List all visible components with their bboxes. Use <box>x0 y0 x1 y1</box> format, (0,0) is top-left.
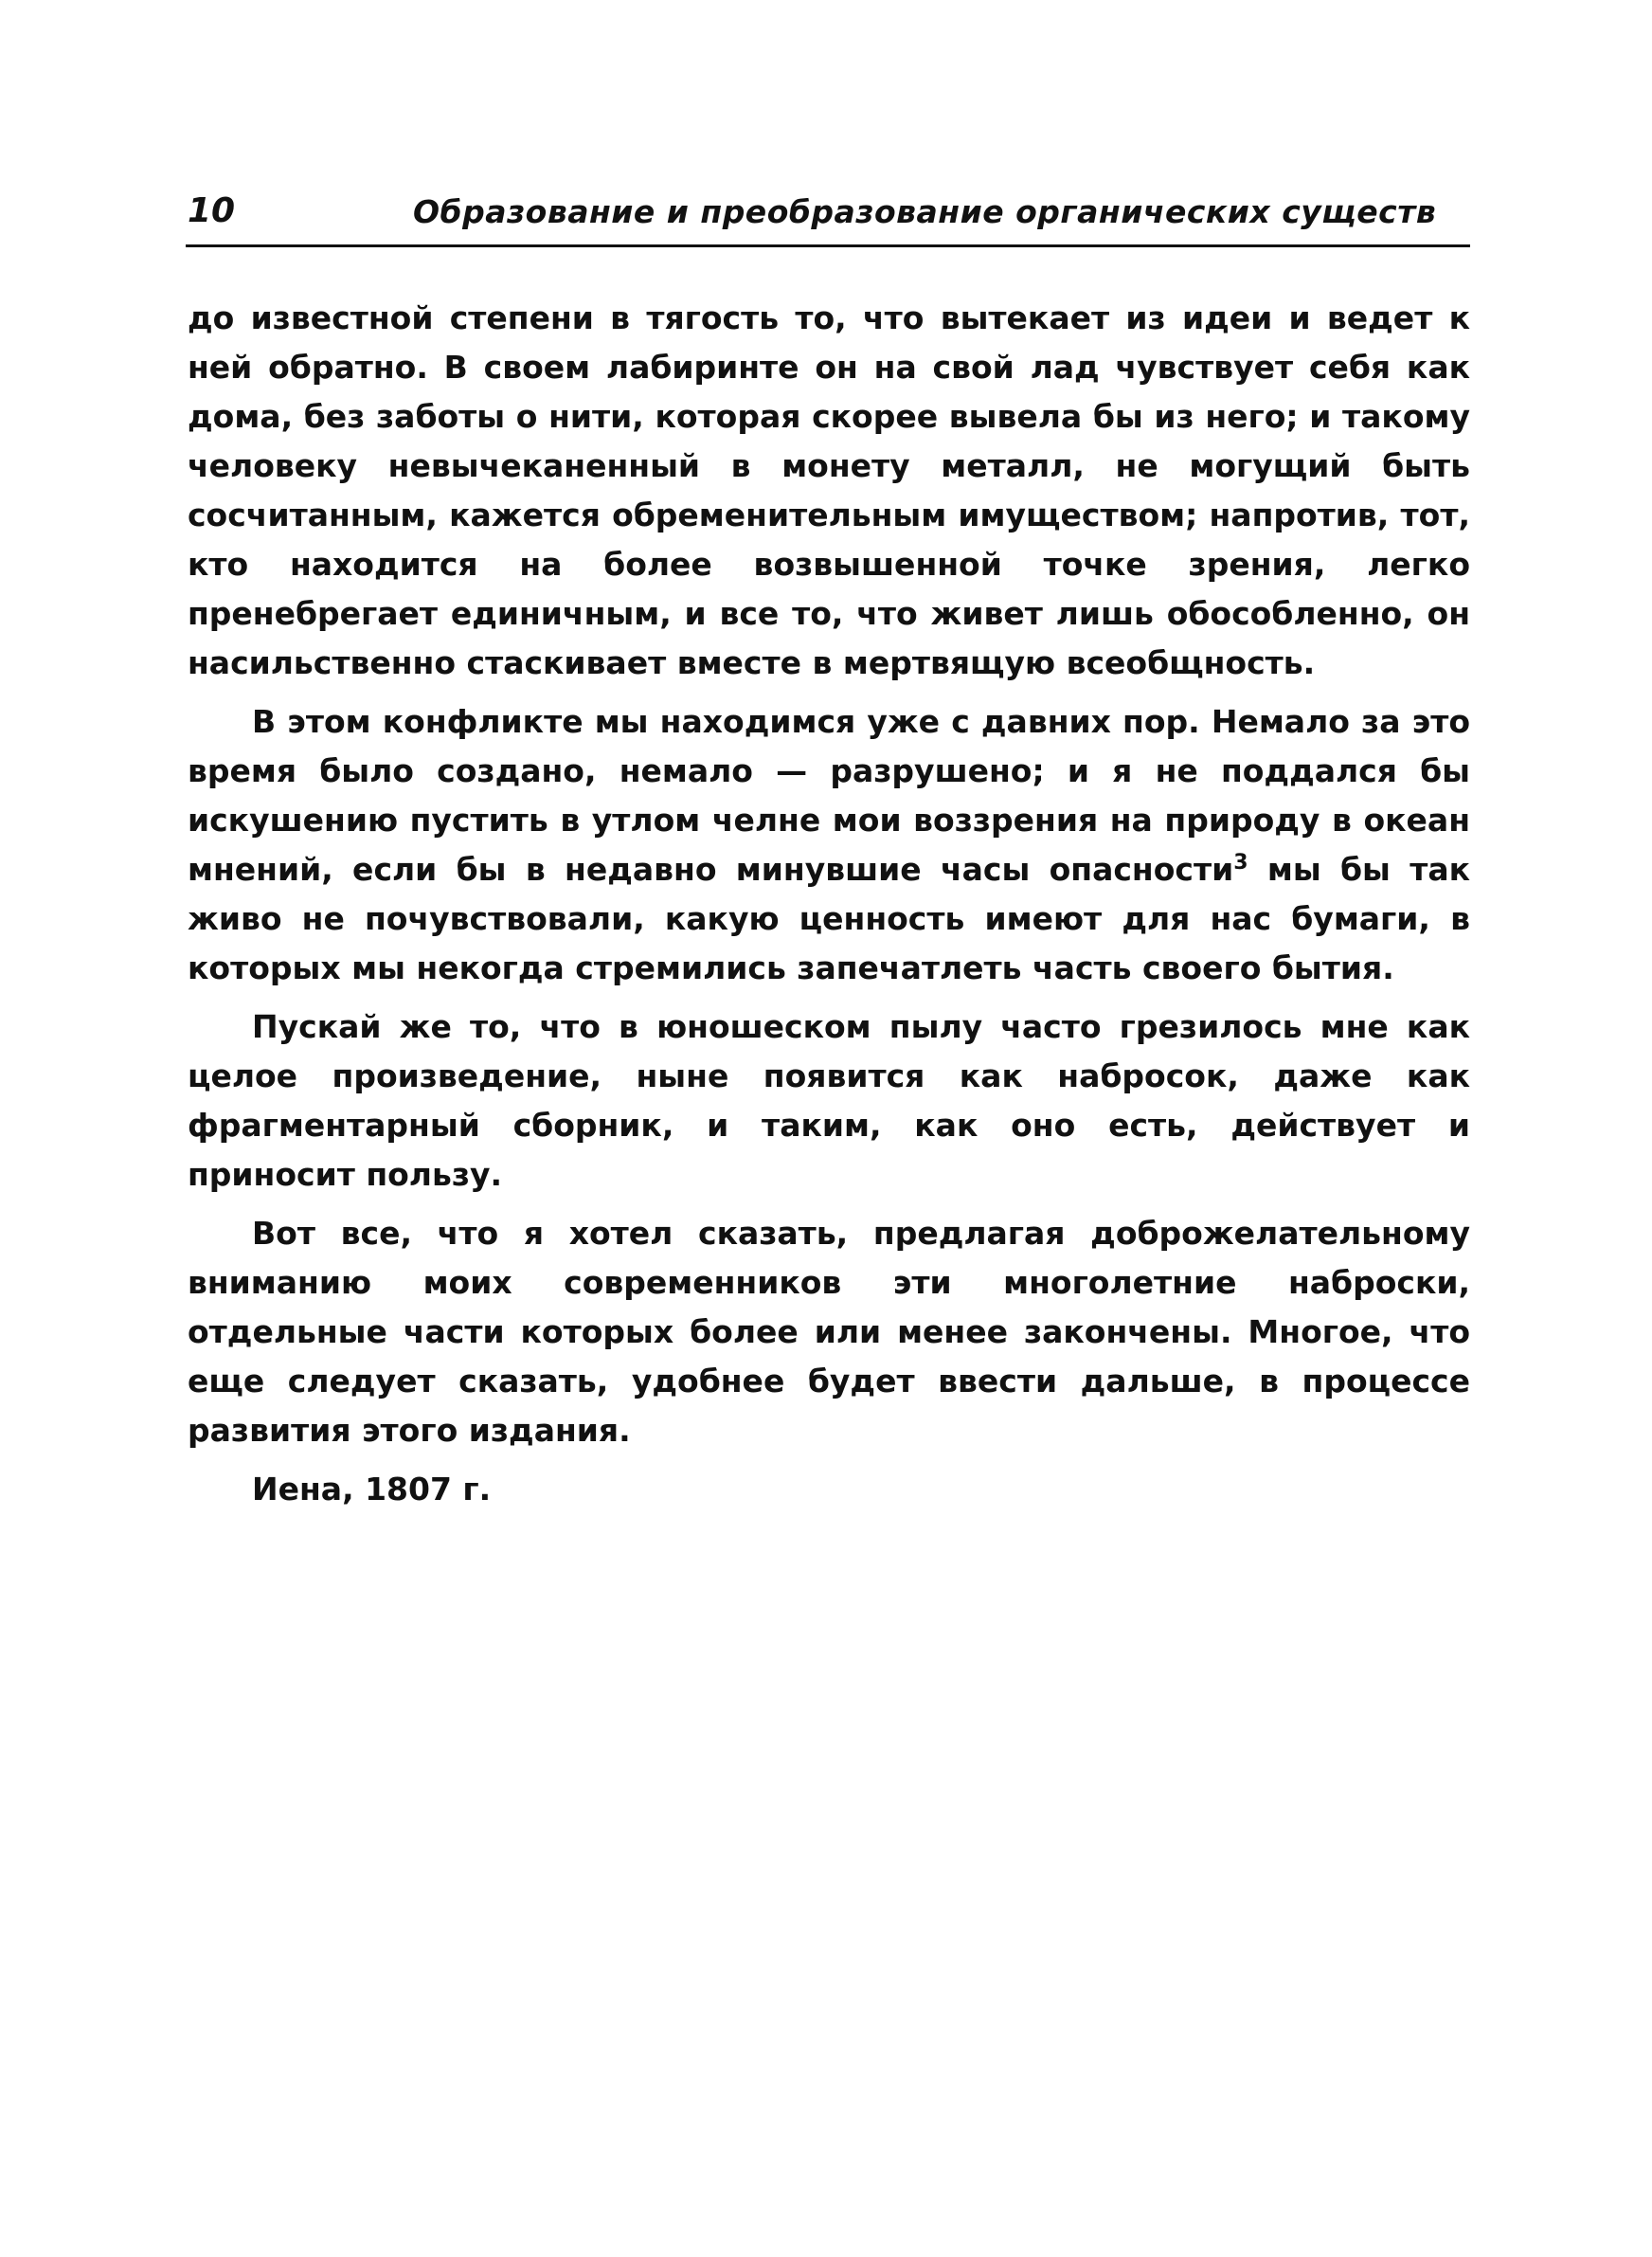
paragraph-2-part-2: мы бы так живо не почувствовали, какую ценность имеют для нас бумаги, в которых мы некогда стремились запечатлеть часть своего бытия. <box>188 851 1470 986</box>
footnote-marker: 3 <box>1233 851 1248 875</box>
signature-place-date: Иена, 1807 г. <box>252 1471 492 1508</box>
paragraph-2-part-1: В этом конфликте мы находимся уже с давних пор. Немало за это время было создано, немало — разрушено; и я не поддался бы искушению пустить в утлом челне мои воззрения на природу в океан мнений, если бы в недавно минувшие часы опасности <box>188 703 1470 888</box>
header-rule <box>186 244 1470 247</box>
page-header <box>186 186 1470 244</box>
paragraph-4: Вот все, что я хотел сказать, предлагая доброжелательному вниманию моих современников эти многолетние наброски, отдельные части которых более или менее закончены. Многое, что еще следует сказать, удобнее будет ввести дальше, в процессе развития этого издания. <box>188 1215 1470 1449</box>
body-text <box>188 294 1470 1514</box>
paragraph-2 <box>188 697 1470 993</box>
paragraph-1: до известной степени в тягость то, что вытекает из идеи и ведет к ней обратно. В своем лабиринте он на свой лад чувствует себя как дома, без заботы о нити, которая скорее вывела бы из него; и такому человеку невычеканенный в монету металл, не могущий быть сосчитанным, кажется обременительным имуществом; напротив, тот, кто находится на более возвышенной точке зрения, легко пренебрегает единичным, и все то, что живет лишь обособленно, он насильственно стаскивает вместе в мертвящую всеобщность. <box>188 299 1470 681</box>
page-number: 10 <box>188 191 236 230</box>
paragraph-3: Пускай же то, что в юношеском пылу часто грезилось мне как целое произведение, ныне появится как набросок, даже как фрагментарный сборник, и таким, как оно есть, действует и приносит пользу. <box>188 1008 1470 1193</box>
running-title: Образование и преобразование органических существ <box>413 193 1437 230</box>
